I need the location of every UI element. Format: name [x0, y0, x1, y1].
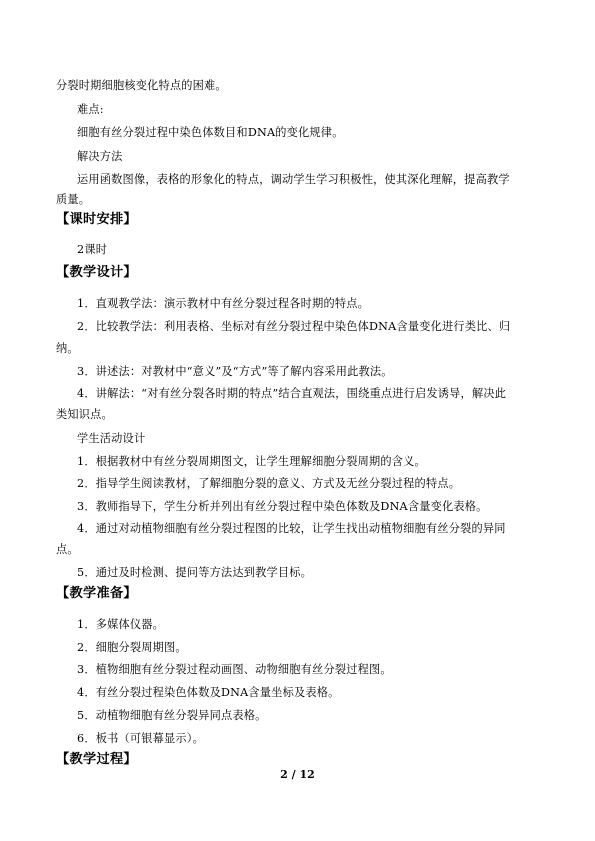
text-line: 1．直观教学法：演示教材中有丝分裂过程各时期的特点。: [77, 297, 370, 310]
section-heading-schedule: 【课时安排】: [56, 212, 137, 227]
section-heading-design: 【教学设计】: [56, 265, 137, 280]
text-line: 运用函数图像，表格的形象化的特点，调动学生学习积极性，使其深化理解，提高教学: [77, 173, 510, 186]
text-line: 3．植物细胞有丝分裂过程动画图、动物细胞有丝分裂过程图。: [77, 663, 392, 676]
text-line: 2．细胞分裂周期图。: [77, 641, 187, 654]
text-line: 2课时: [77, 243, 108, 256]
text-line: 点。: [56, 543, 79, 556]
text-line: 6．板书（可银幕显示）。: [77, 732, 204, 745]
text-line: 3．教师指导下，学生分析并列出有丝分裂过程中染色体数及DNA含量变化表格。: [77, 500, 488, 513]
text-line: 2．比较教学法：利用表格、坐标对有丝分裂过程中染色体DNA含量变化进行类比、归: [77, 320, 511, 333]
text-line: 5．通过及时检测、提问等方法达到教学目标。: [77, 566, 313, 579]
text-line: 难点:: [77, 103, 104, 116]
text-line: 5．动植物细胞有丝分裂异同点表格。: [77, 709, 267, 722]
section-heading-preparation: 【教学准备】: [56, 586, 137, 601]
text-line: 学生活动设计: [77, 432, 146, 445]
text-line: 3．讲述法：对教材中“意义”及“方式”等了解内容采用此教法。: [77, 365, 393, 378]
text-line: 1．根据教材中有丝分裂周期图文，让学生理解细胞分裂周期的含义。: [77, 455, 426, 468]
text-line: 类知识点。: [56, 408, 113, 421]
text-line: 解决方法: [77, 150, 123, 163]
text-line: 1．多媒体仪器。: [77, 618, 165, 631]
text-line: 4．有丝分裂过程染色体数及DNA含量坐标及表格。: [77, 686, 340, 699]
text-line: 4．讲解法：“对有丝分裂各时期的特点”结合直观法，围绕重点进行启发诱导，解决此: [77, 387, 507, 400]
text-line: 4．通过对动植物细胞有丝分裂过程图的比较，让学生找出动植物细胞有丝分裂的异同: [77, 522, 506, 535]
section-heading-process: 【教学过程】: [56, 752, 137, 767]
text-line: 纳。: [56, 342, 79, 355]
text-line: 2．指导学生阅读教材，了解细胞分裂的意义、方式及无丝分裂过程的特点。: [77, 477, 461, 490]
text-line: 细胞有丝分裂过程中染色体数目和DNA的变化规律。: [77, 126, 344, 139]
text-line: 质量。: [56, 193, 91, 206]
page-number: 2 / 12: [280, 768, 315, 781]
text-line: 分裂时期细胞核变化特点的困难。: [56, 79, 227, 92]
